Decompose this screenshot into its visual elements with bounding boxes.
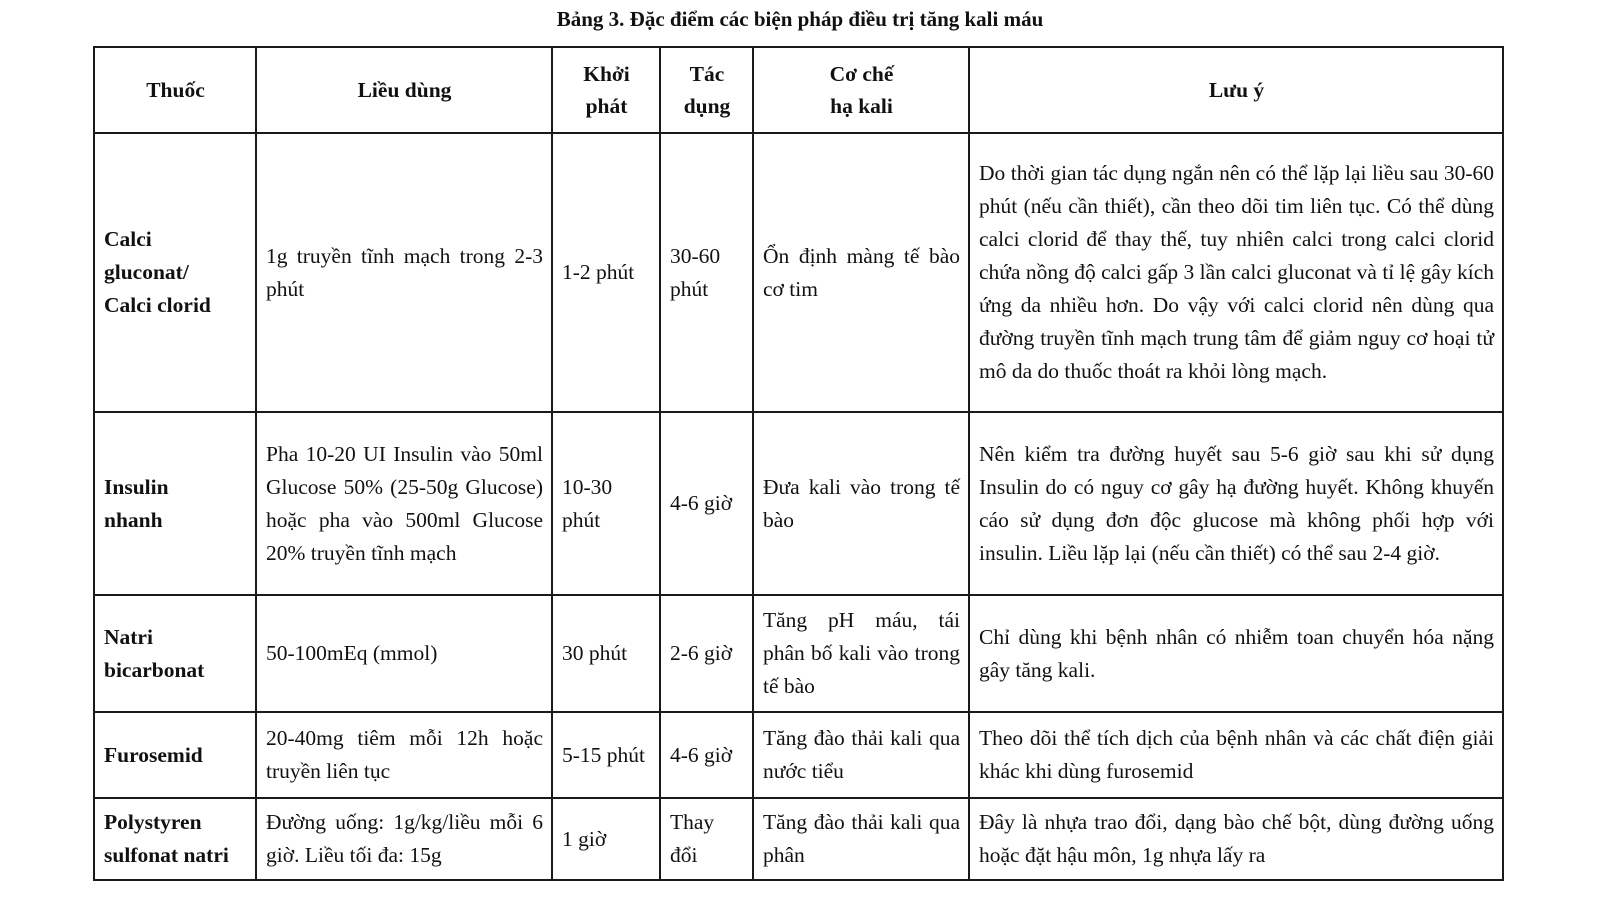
mechanism-cell: Tăng đào thải kali qua phân — [753, 798, 969, 880]
dose-cell: 20-40mg tiêm mỗi 12h hoặc truyền liên tục — [256, 712, 552, 798]
dose-cell: 50-100mEq (mmol) — [256, 595, 552, 712]
header-onset-line2: phát — [585, 94, 628, 118]
notes-cell: Do thời gian tác dụng ngắn nên có thể lặp lại liều sau 30-60 phút (nếu cần thiết), cần theo dõi tim liên tục. Có thể dùng calci clorid để thay thế, tuy nhiên calci trong calci clorid chứa nồng độ calci gấp 3 lần calci gluconat và tỉ lệ gây kích ứng da nhiều hơn. Do vậy với calci clorid nên dùng qua đường truyền tĩnh mạch trung tâm để giảm nguy cơ hoại tử mô da do thuốc thoát ra khỏi lòng mạch. — [969, 133, 1503, 412]
mechanism-cell: Tăng đào thải kali qua nước tiểu — [753, 712, 969, 798]
onset-cell: 10-30 phút — [552, 412, 660, 595]
mechanism-cell: Đưa kali vào trong tế bào — [753, 412, 969, 595]
notes-cell: Nên kiểm tra đường huyết sau 5-6 giờ sau khi sử dụng Insulin do có nguy cơ gây hạ đường huyết. Không khuyến cáo sử dụng đơn độc glucose mà không phối hợp với insulin. Liều lặp lại (nếu cần thiết) có thể sau 2-4 giờ. — [969, 412, 1503, 595]
drug-name-line: Insulin — [104, 474, 169, 499]
treatment-table — [93, 46, 1504, 881]
header-drug: Thuốc — [94, 47, 256, 133]
onset-cell: 5-15 phút — [552, 712, 660, 798]
drug-cell — [94, 798, 256, 880]
dose-cell: 1g truyền tĩnh mạch trong 2-3 phút — [256, 133, 552, 412]
duration-cell: 30-60 phút — [660, 133, 753, 412]
header-mechanism-line1: Cơ chế — [829, 62, 894, 86]
header-mechanism-line2: hạ kali — [830, 94, 893, 118]
header-duration-line1: Tác — [689, 62, 725, 86]
table-row — [94, 798, 1503, 880]
onset-cell: 1-2 phút — [552, 133, 660, 412]
table-caption: Bảng 3. Đặc điểm các biện pháp điều trị tăng kali máu — [556, 7, 1044, 31]
drug-cell — [94, 712, 256, 798]
duration-cell: 2-6 giờ — [660, 595, 753, 712]
header-onset — [552, 47, 660, 133]
header-duration-line2: dụng — [683, 94, 731, 118]
table-row — [94, 133, 1503, 412]
drug-name-line: Calci — [104, 227, 152, 251]
header-row — [94, 47, 1503, 133]
drug-cell — [94, 595, 256, 712]
notes-cell: Theo dõi thể tích dịch của bệnh nhân và các chất điện giải khác khi dùng furosemid — [969, 712, 1503, 798]
notes-cell: Chỉ dùng khi bệnh nhân có nhiễm toan chuyển hóa nặng gây tăng kali. — [969, 595, 1503, 712]
table-row — [94, 712, 1503, 798]
header-notes: Lưu ý — [969, 47, 1503, 133]
duration-cell: 4-6 giờ — [660, 712, 753, 798]
drug-name-line: sulfonat natri — [104, 843, 229, 867]
mechanism-cell: Ổn định màng tế bào cơ tim — [753, 133, 969, 412]
drug-name-line: Furosemid — [104, 742, 203, 767]
drug-name-line: Natri — [104, 624, 153, 649]
drug-name-line: Calci clorid — [104, 293, 211, 317]
drug-cell — [94, 133, 256, 412]
duration-cell: 4-6 giờ — [660, 412, 753, 595]
drug-name-line: bicarbonat — [104, 657, 205, 682]
drug-name-line: nhanh — [104, 507, 163, 532]
drug-name-line: Polystyren — [104, 810, 202, 834]
table-row — [94, 412, 1503, 595]
drug-name-line: gluconat/ — [104, 260, 189, 284]
drug-cell — [94, 412, 256, 595]
mechanism-cell: Tăng pH máu, tái phân bố kali vào trong tế bào — [753, 595, 969, 712]
header-onset-line1: Khởi — [583, 62, 630, 86]
dose-cell: Pha 10-20 UI Insulin vào 50ml Glucose 50% (25-50g Glucose) hoặc pha vào 500ml Glucose 20% truyền tĩnh mạch — [256, 412, 552, 595]
notes-cell: Đây là nhựa trao đổi, dạng bào chế bột, dùng đường uống hoặc đặt hậu môn, 1g nhựa lấy ra — [969, 798, 1503, 880]
table-row — [94, 595, 1503, 712]
header-mechanism — [753, 47, 969, 133]
onset-cell: 30 phút — [552, 595, 660, 712]
header-duration — [660, 47, 753, 133]
header-dose: Liều dùng — [256, 47, 552, 133]
onset-cell: 1 giờ — [552, 798, 660, 880]
dose-cell: Đường uống: 1g/kg/liều mỗi 6 giờ. Liều tối đa: 15g — [256, 798, 552, 880]
duration-cell: Thay đổi — [660, 798, 753, 880]
